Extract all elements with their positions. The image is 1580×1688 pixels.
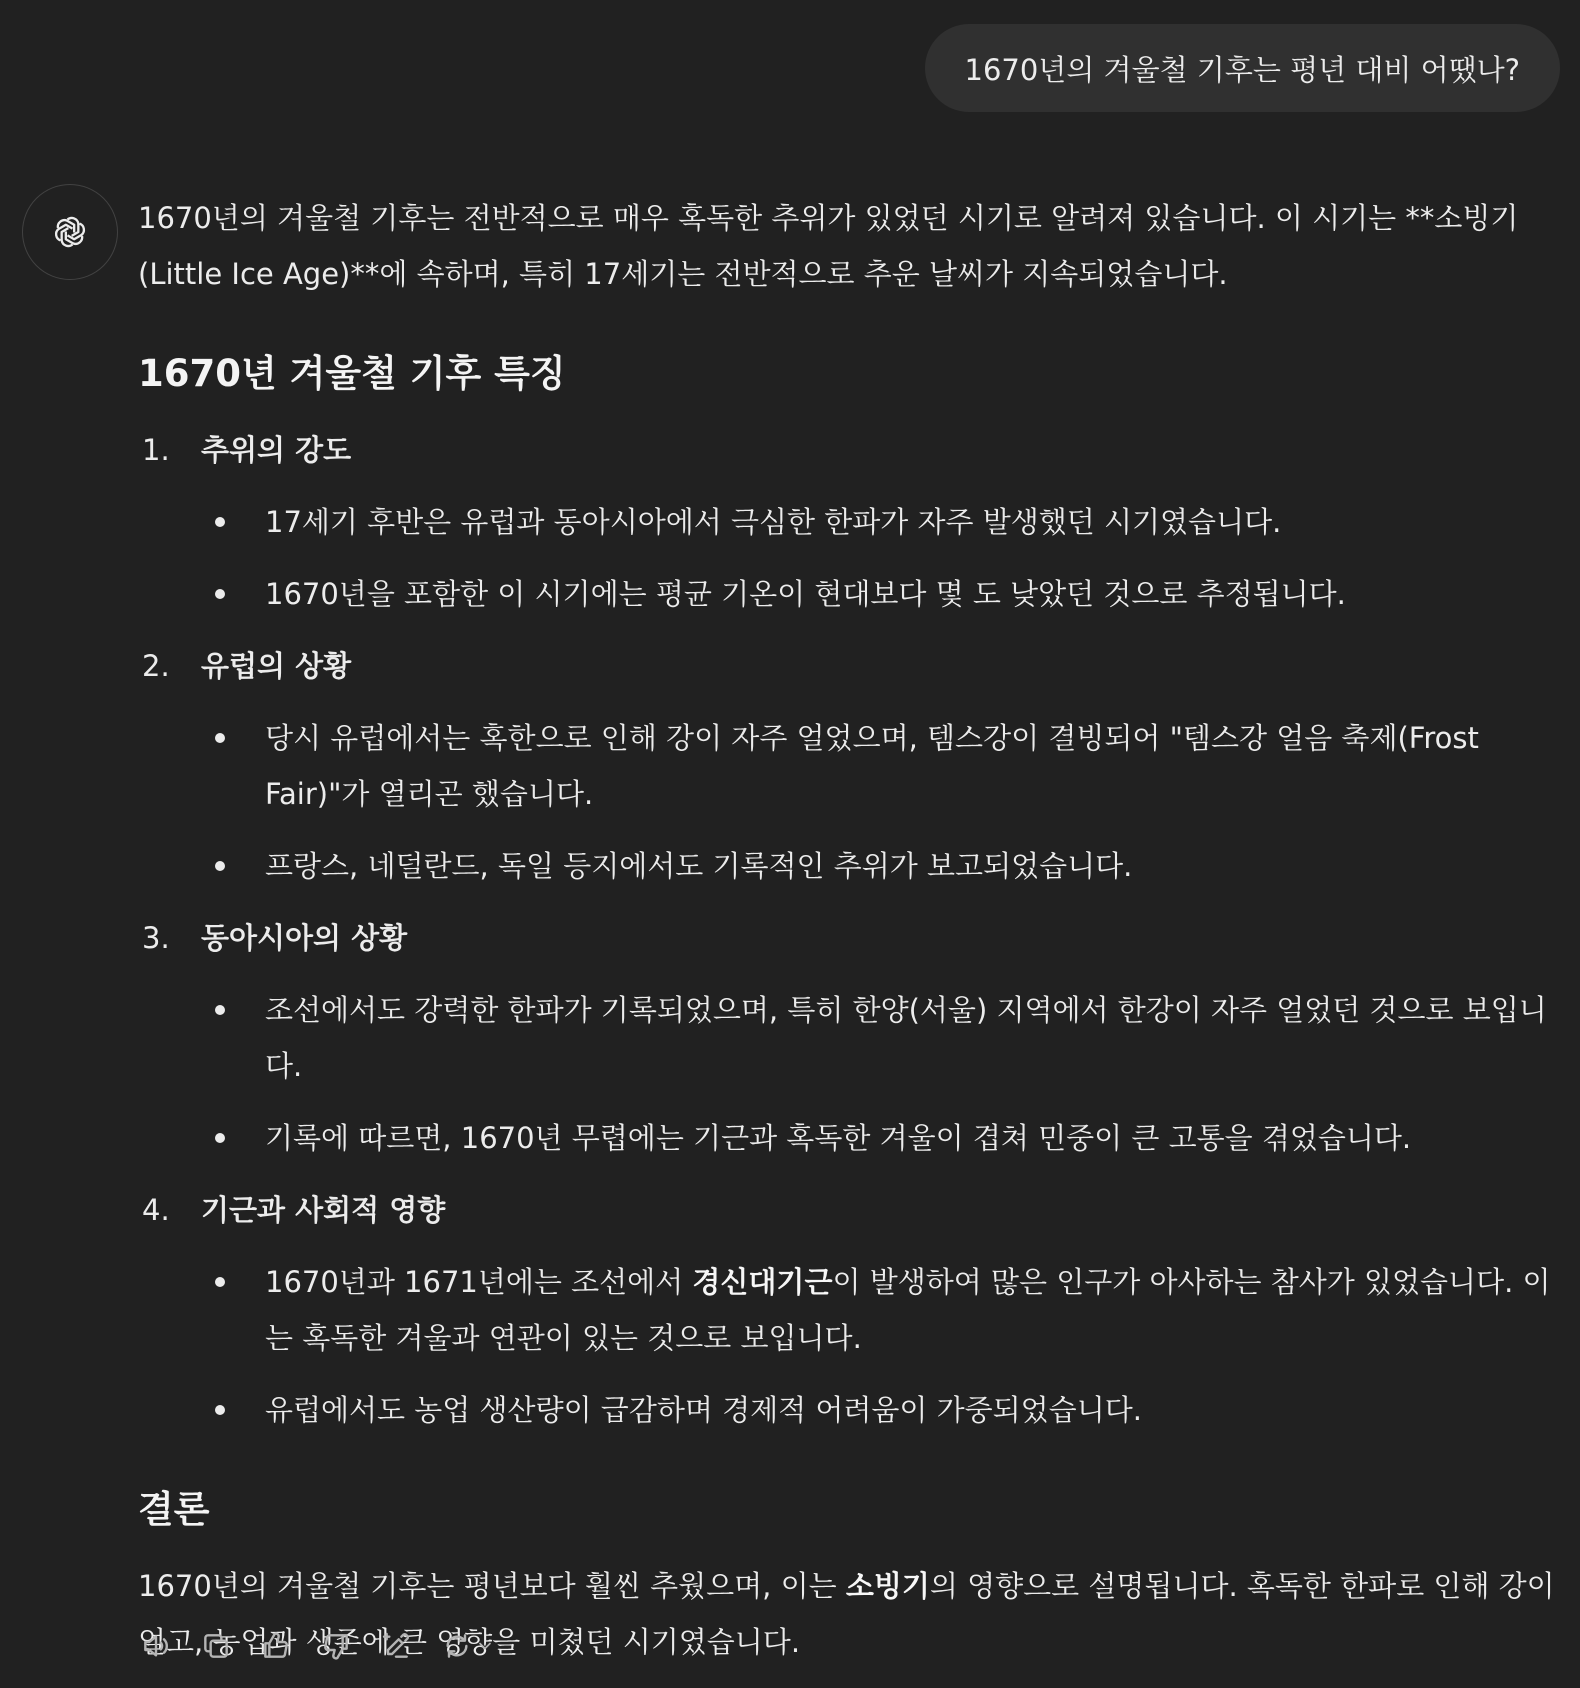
user-message-bubble: 1670년의 겨울철 기후는 평년 대비 어땠나? [925,24,1561,112]
bullet-list [138,1254,1560,1438]
list-item [138,1182,1560,1238]
list-item [138,638,1560,694]
section-heading-conclusion: 결론 [138,1488,210,1531]
bullet-list [138,710,1560,894]
bullet-text-pre: 1670년과 1671년에는 조선에서 [265,1265,693,1299]
bullet-text: 기록에 따르면, 1670년 무렵에는 기근과 혹독한 겨울이 겹쳐 민중이 큰 고통을 겪었습니다. [265,1121,1412,1155]
bullet-text: 조선에서도 강력한 한파가 기록되었으며, 특히 한양(서울) 지역에서 한강이 자주 얼었던 것으로 보입니다. [265,993,1547,1083]
bullet-item [138,838,1560,894]
bullet-item [138,494,1560,550]
user-message-row [925,24,1561,112]
conclusion-text-post: 의 영향으로 설명됩니다. 혹독한 한파로 인해 강이 얼고, 농업과 생존에 큰 영향을 미쳤던 시기였습니다. [138,1569,1555,1659]
bullet-text: 1670년을 포함한 이 시기에는 평균 기온이 현대보다 몇 도 낮았던 것으로 추정됩니다. [265,577,1346,611]
assistant-avatar [22,184,118,280]
regenerate-icon [441,1630,473,1662]
copy-button[interactable] [198,1628,234,1664]
bullet-item [138,1110,1560,1166]
thumbs-up-icon [260,1630,292,1662]
openai-logo-icon [50,212,90,252]
conclusion-text-pre: 1670년의 겨울철 기후는 평년보다 훨씬 추웠으며, 이는 [138,1569,846,1603]
bullet-item [138,982,1560,1094]
thumbs-down-button[interactable] [318,1628,354,1664]
list-item-title: 기근과 사회적 영향 [201,1193,446,1227]
edit-canvas-icon [380,1630,412,1662]
list-item [138,422,1560,478]
bullet-item [138,566,1560,622]
list-item-title: 추위의 강도 [201,433,352,467]
read-aloud-icon [140,1630,172,1662]
regenerate-button[interactable] [438,1628,498,1664]
list-number: 2. [142,649,170,683]
section-heading-features: 1670년 겨울철 기후 특징 [138,352,566,395]
bullet-item [138,1382,1560,1438]
copy-icon [200,1630,232,1662]
bullet-item [138,710,1560,822]
chevron-down-icon [475,1636,495,1656]
bullet-text [265,1265,1551,1355]
bullet-text: 프랑스, 네덜란드, 독일 등지에서도 기록적인 추위가 보고되었습니다. [265,849,1133,883]
list-item-title: 동아시아의 상황 [201,921,408,955]
bullet-text: 17세기 후반은 유럽과 동아시아에서 극심한 한파가 자주 발생했던 시기였습니다. [265,505,1282,539]
bullet-text: 유럽에서도 농업 생산량이 급감하며 경제적 어려움이 가중되었습니다. [265,1393,1142,1427]
bullet-item [138,1254,1560,1366]
list-number: 1. [142,433,170,467]
list-number: 3. [142,921,170,955]
thumbs-up-button[interactable] [258,1628,294,1664]
bullet-text: 당시 유럽에서는 혹한으로 인해 강이 자주 얼었으며, 템스강이 결빙되어 "템스강 얼음 축제(Frost Fair)"가 열리곤 했습니다. [265,721,1479,811]
bullet-text-post: 이 발생하여 많은 인구가 아사하는 참사가 있었습니다. 이는 혹독한 겨울과 연관이 있는 것으로 보입니다. [265,1265,1551,1355]
bullet-list [138,494,1560,622]
list-item-title: 유럽의 상황 [201,649,352,683]
message-actions [138,1628,498,1664]
numbered-list [138,422,1560,1438]
bullet-list [138,982,1560,1166]
bold-term: 경신대기근 [692,1265,833,1299]
list-item [138,910,1560,966]
read-aloud-button[interactable] [138,1628,174,1664]
list-number: 4. [142,1193,170,1227]
edit-canvas-button[interactable] [378,1628,414,1664]
thumbs-down-icon [320,1630,352,1662]
intro-paragraph: 1670년의 겨울철 기후는 전반적으로 매우 혹독한 추위가 있었던 시기로 알려져 있습니다. 이 시기는 **소빙기 (Little Ice Age)**에 속하며, 특히 17세기는 전반적으로 추운 날씨가 지속되었습니다. [138,201,1519,291]
bold-term: 소빙기 [845,1569,930,1603]
assistant-message [138,190,1560,1670]
